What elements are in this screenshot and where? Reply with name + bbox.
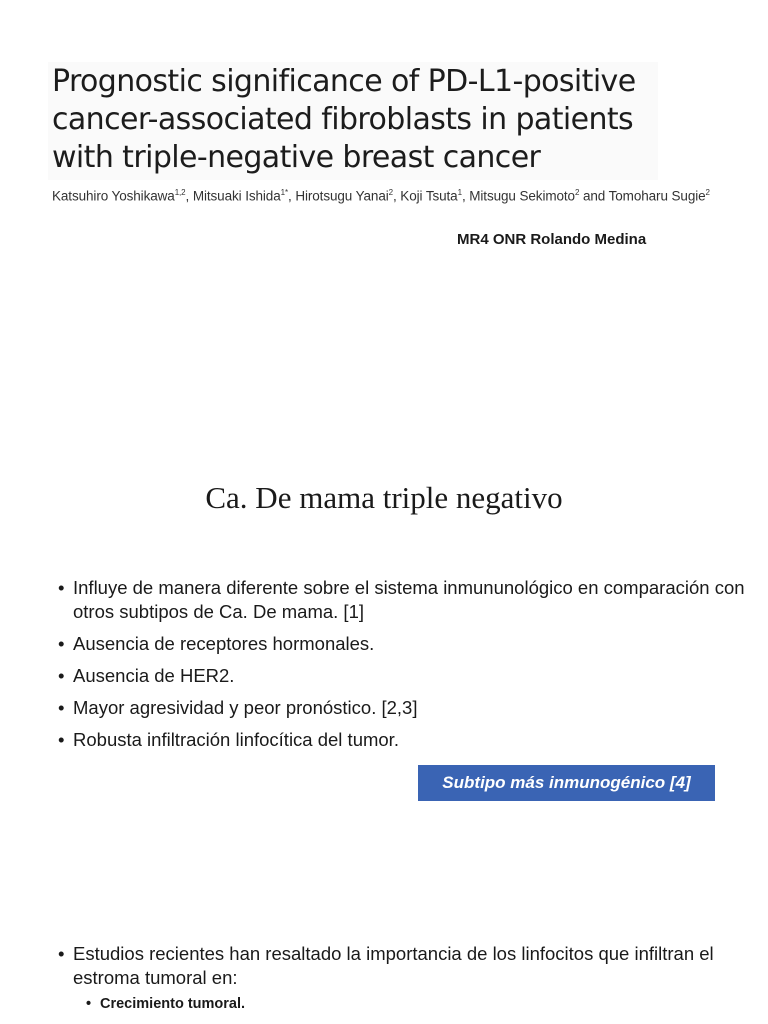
author-name: Mitsugu Sekimoto	[469, 188, 575, 204]
author-name: Tomoharu Sugie	[608, 188, 706, 204]
author-affiliation: 1,2	[174, 188, 186, 197]
list-item: • Mayor agresividad y peor pronóstico. [2,3]	[58, 696, 748, 720]
author-and: and	[579, 188, 609, 204]
author-separator: ,	[288, 188, 296, 204]
author-affiliation: 2	[388, 188, 393, 197]
presenter-name: MR4 ONR Rolando Medina	[457, 231, 647, 248]
content-slide-til	[0, 830, 768, 1024]
paper-title-line-3: with triple-negative breast cancer	[52, 140, 541, 175]
author-affiliation: 2	[705, 188, 710, 197]
bullet-list	[58, 942, 748, 992]
author-list	[52, 188, 710, 204]
list-item: • Ausencia de receptores hormonales.	[58, 632, 748, 656]
author-affiliation: 1	[457, 188, 462, 197]
author-separator: ,	[185, 188, 193, 204]
paper-title-line-2: cancer-associated fibroblasts in patients	[52, 102, 634, 137]
author-affiliation: 2	[574, 188, 580, 197]
author-separator: ,	[392, 188, 401, 204]
author-name: Katsuhiro Yoshikawa	[52, 188, 175, 204]
author-name: Koji Tsuta	[400, 188, 458, 204]
author-separator: ,	[461, 188, 470, 204]
author-affiliation: 1*	[280, 188, 288, 197]
sub-bullet-list	[86, 994, 245, 1014]
paper-title-line-1: Prognostic significance of PD-L1-positive	[52, 64, 636, 99]
list-item: • Ausencia de HER2.	[58, 664, 748, 688]
author-name: Mitsuaki Ishida	[192, 188, 281, 204]
title-slide	[0, 0, 768, 380]
sub-list-item: • Crecimiento tumoral.	[86, 994, 245, 1014]
slide-title: Ca. De mama triple negativo	[205, 480, 563, 515]
list-item: • Estudios recientes han resaltado la importancia de los linfocitos que infiltran el estroma tumoral en:	[58, 942, 748, 990]
list-item: • Robusta infiltración linfocítica del tumor.	[58, 728, 748, 752]
bullet-list	[58, 576, 748, 760]
author-name: Hirotsugu Yanai	[295, 188, 389, 204]
content-slide-tnbc	[0, 380, 768, 830]
highlight-box: Subtipo más inmunogénico [4]	[418, 765, 715, 801]
list-item: • Influye de manera diferente sobre el sistema inmununológico en comparación con otros subtipos de Ca. De mama. [1]	[58, 576, 748, 624]
